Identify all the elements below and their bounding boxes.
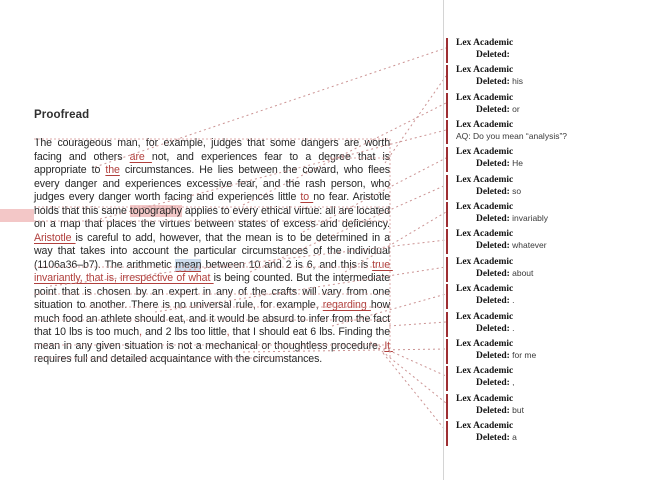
comment-deleted-line bbox=[456, 158, 656, 170]
comment-block[interactable] bbox=[446, 65, 656, 90]
text-segment: is careful to add, however, that the mean is to be determined in a way that takes into account the particular circumstances of the individual (1106a36–b7). The arithmetic bbox=[34, 231, 393, 271]
comment-author: Lex Academic bbox=[456, 120, 514, 131]
comment-deleted-line bbox=[456, 405, 656, 417]
comment-block[interactable] bbox=[446, 38, 656, 63]
document-paragraph[interactable] bbox=[34, 137, 393, 367]
connector-line bbox=[383, 353, 446, 431]
comment-block[interactable] bbox=[446, 394, 656, 419]
text-segment: between 10 and 2 is 6, and this is bbox=[201, 258, 373, 271]
comment-deleted-line bbox=[456, 49, 656, 61]
comment-author: Lex Academic bbox=[456, 256, 514, 267]
comment-author: Lex Academic bbox=[456, 202, 514, 213]
comment-deleted-line bbox=[456, 432, 656, 444]
comment-block[interactable] bbox=[446, 175, 656, 200]
text-segment: The courageous man, for example, judges that some dangers are worth facing and others bbox=[34, 137, 393, 163]
deleted-label: Deleted: bbox=[476, 214, 510, 225]
comment-deleted-line bbox=[456, 377, 656, 389]
deleted-value: or bbox=[509, 103, 520, 114]
deleted-label: Deleted: bbox=[476, 241, 510, 252]
comment-block[interactable] bbox=[446, 366, 656, 391]
text-segment: how much food an athlete should eat, and it would be absurd to infer from the fact that 10 lbs is too much bbox=[34, 299, 393, 338]
tracked-change-segment: the bbox=[105, 164, 120, 176]
deleted-value: so bbox=[509, 185, 522, 196]
comment-deleted-line bbox=[456, 186, 656, 198]
comment-author: Lex Academic bbox=[456, 147, 514, 158]
connector-line bbox=[389, 322, 446, 326]
deleted-value: but bbox=[509, 404, 524, 415]
comment-block[interactable] bbox=[446, 147, 656, 172]
comment-deleted-line bbox=[456, 295, 656, 307]
deleted-label: Deleted: bbox=[476, 50, 510, 60]
comment-deleted-line bbox=[456, 104, 656, 116]
page-divider bbox=[443, 0, 444, 480]
comment-note: AQ: Do you mean “analysis”? bbox=[456, 131, 568, 142]
comment-deleted-line bbox=[456, 240, 656, 252]
deleted-label: Deleted: bbox=[476, 350, 510, 361]
deleted-value: He bbox=[509, 158, 523, 169]
comment-author: Lex Academic bbox=[456, 65, 514, 76]
comment-author: Lex Academic bbox=[456, 311, 514, 322]
deleted-label: Deleted: bbox=[476, 159, 510, 170]
deleted-label: Deleted: bbox=[476, 77, 510, 88]
tracked-change-segment: topography bbox=[129, 204, 182, 217]
connector-line bbox=[385, 76, 446, 163]
tracked-change-segment: mean bbox=[175, 258, 202, 271]
deleted-value: a bbox=[509, 431, 517, 442]
deleted-value: . bbox=[509, 295, 515, 306]
tracked-change-segment: It bbox=[384, 339, 393, 352]
deleted-label: Deleted: bbox=[476, 268, 510, 279]
comment-block[interactable] bbox=[446, 202, 656, 227]
comment-author: Lex Academic bbox=[456, 420, 514, 431]
deleted-label: Deleted: bbox=[476, 432, 510, 443]
comment-block[interactable] bbox=[446, 312, 656, 337]
deleted-label: Deleted: bbox=[476, 296, 510, 307]
deleted-label: Deleted: bbox=[476, 378, 510, 389]
deleted-value: his bbox=[509, 76, 523, 87]
comment-block[interactable] bbox=[446, 339, 656, 364]
comment-block[interactable] bbox=[446, 257, 656, 282]
comment-block[interactable] bbox=[446, 120, 656, 144]
comment-author: Lex Academic bbox=[456, 393, 514, 404]
deleted-value: invariably bbox=[509, 213, 549, 224]
tracked-change-segment: true invariantly, that is, irrespective of what bbox=[34, 258, 393, 284]
comment-deleted-line bbox=[456, 76, 656, 88]
comment-block[interactable] bbox=[446, 284, 656, 309]
text-segment: is being counted. But the intermediate point that is chosen by an expert in any of the crafts will vary from one situation to another. There is no universal rule, for example, bbox=[34, 272, 393, 311]
tracked-change-segment: , bbox=[226, 326, 230, 338]
comment-author: Lex Academic bbox=[456, 229, 514, 240]
text-segment: applies to every ethical virtue: all are located on a map that places the virtues between states of excess and deficiency. bbox=[34, 204, 393, 230]
deleted-value: , bbox=[509, 377, 515, 388]
text-segment: no fear. Aristotle holds that this same bbox=[34, 191, 393, 217]
deleted-value: whatever bbox=[509, 240, 547, 251]
tracked-change-segment: are bbox=[129, 150, 152, 163]
text-segment: requires full and detailed acquaintance with the circumstances. bbox=[34, 353, 323, 365]
comment-author: Lex Academic bbox=[456, 366, 514, 377]
comment-author: Lex Academic bbox=[456, 338, 514, 349]
text-segment: and 2 lbs too little bbox=[141, 326, 227, 338]
comment-author: Lex Academic bbox=[456, 174, 514, 185]
text-segment: circumstances. He lies between the coward, who flees every danger and experiences excessive fear, and the rash person, who judges every danger worth facing and experiences little bbox=[34, 164, 393, 203]
comment-block[interactable] bbox=[446, 229, 656, 254]
deleted-value: about bbox=[509, 267, 534, 278]
comment-deleted-line bbox=[456, 323, 656, 335]
deleted-label: Deleted: bbox=[476, 405, 510, 416]
tracked-change-segment: Aristotle bbox=[34, 231, 76, 244]
comment-author: Lex Academic bbox=[456, 284, 514, 295]
text-segment: that I should eat 6 lbs. Finding the mean in any given situation is not a mechanical or thoughtless procedure bbox=[34, 326, 393, 352]
tracked-change-segment: to bbox=[300, 191, 314, 203]
tracked-change-segment: . bbox=[377, 339, 381, 352]
deleted-value: . bbox=[509, 322, 515, 333]
text-segment: not, and experiences fear to a degree that is appropriate to bbox=[34, 150, 393, 176]
comment-deleted-line bbox=[456, 268, 656, 280]
deleted-label: Deleted: bbox=[476, 186, 510, 197]
comment-author: Lex Academic bbox=[456, 92, 514, 103]
comment-author: Lex Academic bbox=[456, 38, 514, 48]
tracked-change-segment: , bbox=[139, 326, 142, 338]
comment-deleted-line bbox=[456, 350, 656, 362]
comment-block[interactable] bbox=[446, 93, 656, 118]
change-line-highlight bbox=[0, 209, 34, 222]
deleted-value: for me bbox=[509, 349, 537, 360]
comment-deleted-line bbox=[456, 213, 656, 225]
comment-block[interactable] bbox=[446, 421, 656, 446]
document-heading[interactable]: Proofread bbox=[34, 109, 90, 121]
tracked-change-segment: regarding bbox=[322, 299, 371, 311]
deleted-label: Deleted: bbox=[476, 323, 510, 334]
deleted-label: Deleted: bbox=[476, 104, 510, 115]
